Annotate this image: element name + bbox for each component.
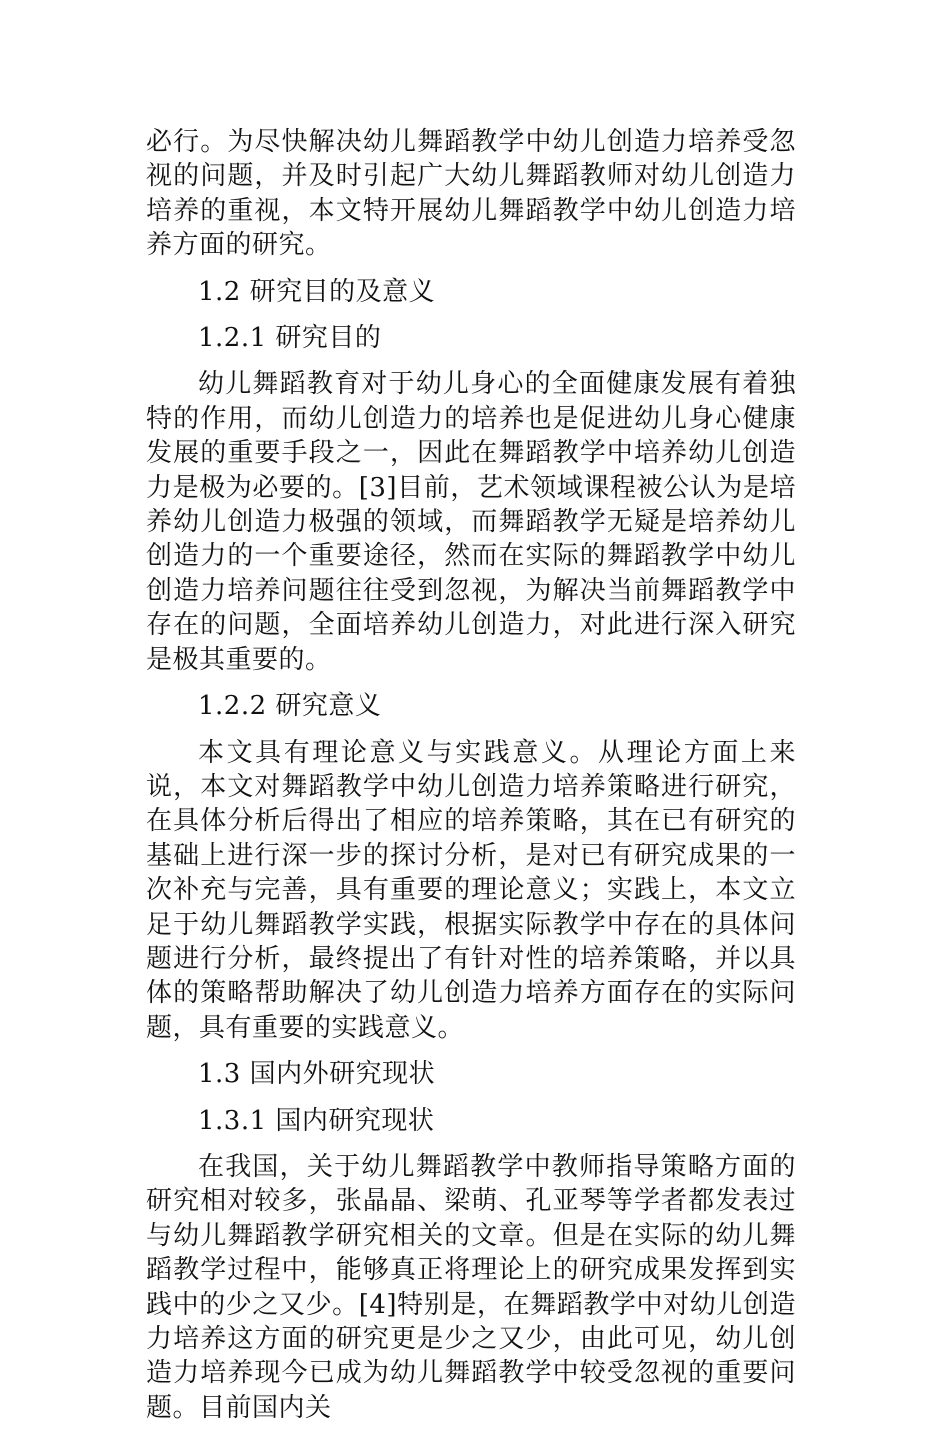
- heading-1-3-1: 1.3.1 国内研究现状: [198, 1105, 435, 1136]
- paragraph-domestic-status: 在我国，关于幼儿舞蹈教学中教师指导策略方面的研究相对较多，张晶晶、梁萌、孔亚琴等学者都发表过与幼儿舞蹈教学研究相关的文章。但是在实际的幼儿舞蹈教学过程中，能够真正将理论上的研究成果发挥到实践中的少之又少。[4]特别是，在舞蹈教学中对幼儿创造力培养这方面的研究更是少之又少，由此可见，幼儿创造力培养现今已成为幼儿舞蹈教学中较受忽视的重要问题。目前国内关: [146, 1151, 796, 1423]
- paragraph-intro-continuation: 必行。为尽快解决幼儿舞蹈教学中幼儿创造力培养受忽视的问题，并及时引起广大幼儿舞蹈教师对幼儿创造力培养的重视，本文特开展幼儿舞蹈教学中幼儿创造力培养方面的研究。: [146, 127, 796, 261]
- heading-1-2: 1.2 研究目的及意义: [198, 276, 436, 307]
- paragraph-research-significance: 本文具有理论意义与实践意义。从理论方面上来说，本文对舞蹈教学中幼儿创造力培养策略进行研究，在具体分析后得出了相应的培养策略，其在已有研究的基础上进行深一步的探讨分析，是对已有研究成果的一次补充与完善，具有重要的理论意义；实践上，本文立足于幼儿舞蹈教学实践，根据实际教学中存在的具体问题进行分析，最终提出了有针对性的培养策略，并以具体的策略帮助解决了幼儿创造力培养方面存在的实际问题，具有重要的实践意义。: [146, 737, 796, 1043]
- heading-1-2-1: 1.2.1 研究目的: [198, 323, 382, 354]
- heading-1-3: 1.3 国内外研究现状: [198, 1059, 436, 1090]
- paragraph-research-purpose: 幼儿舞蹈教育对于幼儿身心的全面健康发展有着独特的作用，而幼儿创造力的培养也是促进幼儿身心健康发展的重要手段之一，因此在舞蹈教学中培养幼儿创造力是极为必要的。[3]目前，艺术领域课程被公认为是培养幼儿创造力极强的领域，而舞蹈教学无疑是培养幼儿创造力的一个重要途径，然而在实际的舞蹈教学中幼儿创造力培养问题往往受到忽视，为解决当前舞蹈教学中存在的问题，全面培养幼儿创造力，对此进行深入研究是极其重要的。: [146, 369, 796, 675]
- document-page: [146, 125, 796, 1437]
- heading-1-2-2: 1.2.2 研究意义: [198, 691, 382, 722]
